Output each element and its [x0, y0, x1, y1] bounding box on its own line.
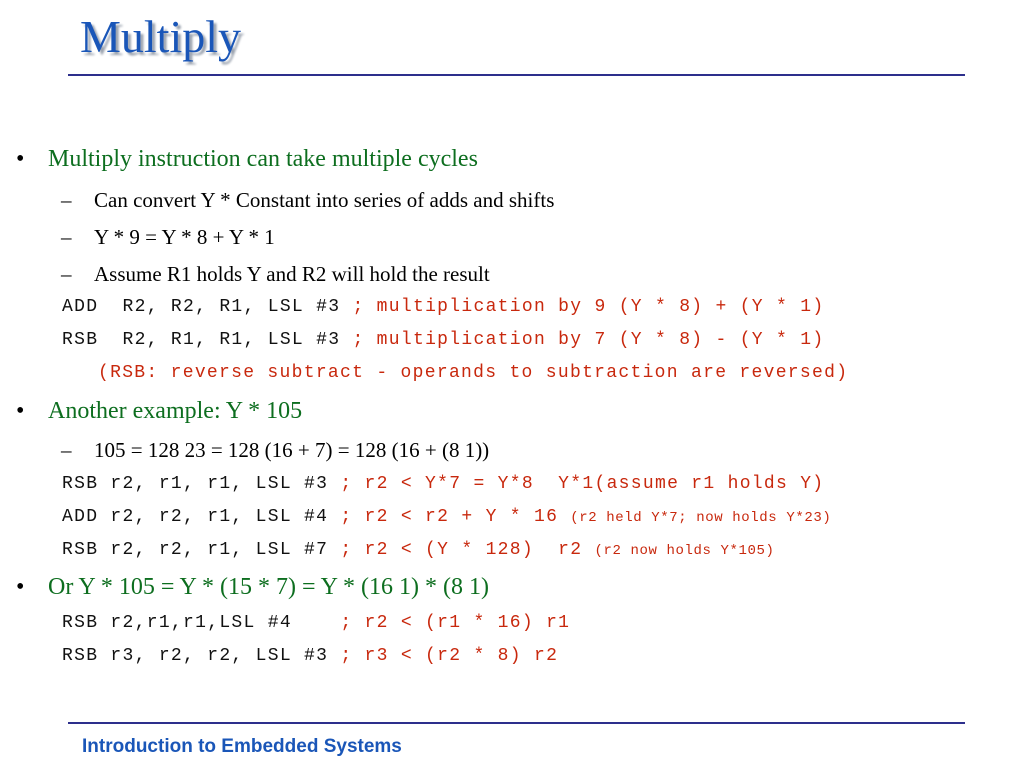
code-instruction: RSB r2, r2, r1, LSL #7: [62, 540, 341, 560]
footer-text: Introduction to Embedded Systems: [82, 736, 402, 757]
bullet-another-example: [16, 398, 303, 425]
code-comment-note: (r2 held Y*7; now holds Y*23): [570, 510, 832, 526]
code-line: [62, 507, 831, 527]
code-comment-note: (r2 now holds Y*105): [594, 543, 775, 559]
code-comment: ; r2 < Y*7 = Y*8 Y*1(assume r1 holds Y): [340, 474, 825, 494]
code-instruction: RSB r2, r1, r1, LSL #3: [62, 474, 341, 494]
dash-icon: –: [61, 225, 72, 249]
bullet-icon: •: [16, 574, 25, 600]
slide-title: Multiply: [80, 11, 242, 62]
code-comment: ; r2 < r2 + Y * 16: [340, 507, 571, 527]
code-note: [98, 363, 848, 383]
dash-icon: –: [61, 262, 72, 286]
code-comment: ; r3 < (r2 * 8) r2: [340, 646, 559, 666]
bullet-text: Multiply instruction can take multiple cycles: [48, 146, 478, 172]
code-instruction: RSB r3, r2, r2, LSL #3: [62, 646, 341, 666]
sub-bullet-decomposition: [61, 438, 490, 463]
code-note-text: (RSB: reverse subtract - operands to subtraction are reversed): [98, 363, 849, 383]
bullet-or-example: [16, 574, 489, 601]
sub-bullet-assume: [61, 262, 490, 287]
code-instruction: ADD R2, R2, R1, LSL #3: [62, 297, 353, 317]
dash-icon: –: [61, 438, 72, 462]
code-comment: ; r2 < (Y * 128) r2: [340, 540, 595, 560]
bullet-icon: •: [16, 146, 25, 172]
code-line: [62, 646, 558, 666]
sub-bullet-text: Y * 9 = Y * 8 + Y * 1: [94, 225, 275, 249]
code-line: [62, 330, 824, 350]
footer-divider: [68, 722, 965, 724]
bullet-multiply-cycles: [16, 146, 478, 173]
code-comment: ; r2 < (r1 * 16) r1: [340, 613, 571, 633]
sub-bullet-text: 105 = 128 23 = 128 (16 + 7) = 128 (16 + (8 1)): [94, 438, 490, 462]
code-comment: ; multiplication by 9 (Y * 8) + (Y * 1): [352, 297, 825, 317]
sub-bullet-text: Assume R1 holds Y and R2 will hold the result: [94, 262, 490, 286]
bullet-text: Or Y * 105 = Y * (15 * 7) = Y * (16 1) * (8 1): [48, 574, 489, 600]
code-line: [62, 474, 824, 494]
code-line: [62, 540, 775, 560]
bullet-icon: •: [16, 398, 25, 424]
bullet-text: Another example: Y * 105: [48, 398, 303, 424]
dash-icon: –: [61, 188, 72, 212]
code-line: [62, 613, 570, 633]
code-line: [62, 297, 824, 317]
sub-bullet-convert: [61, 188, 555, 213]
code-instruction: RSB r2,r1,r1,LSL #4: [62, 613, 341, 633]
sub-bullet-text: Can convert Y * Constant into series of adds and shifts: [94, 188, 555, 212]
code-instruction: RSB R2, R1, R1, LSL #3: [62, 330, 353, 350]
code-comment: ; multiplication by 7 (Y * 8) - (Y * 1): [352, 330, 825, 350]
title-divider: [68, 74, 965, 76]
sub-bullet-y9: [61, 225, 275, 250]
code-instruction: ADD r2, r2, r1, LSL #4: [62, 507, 341, 527]
